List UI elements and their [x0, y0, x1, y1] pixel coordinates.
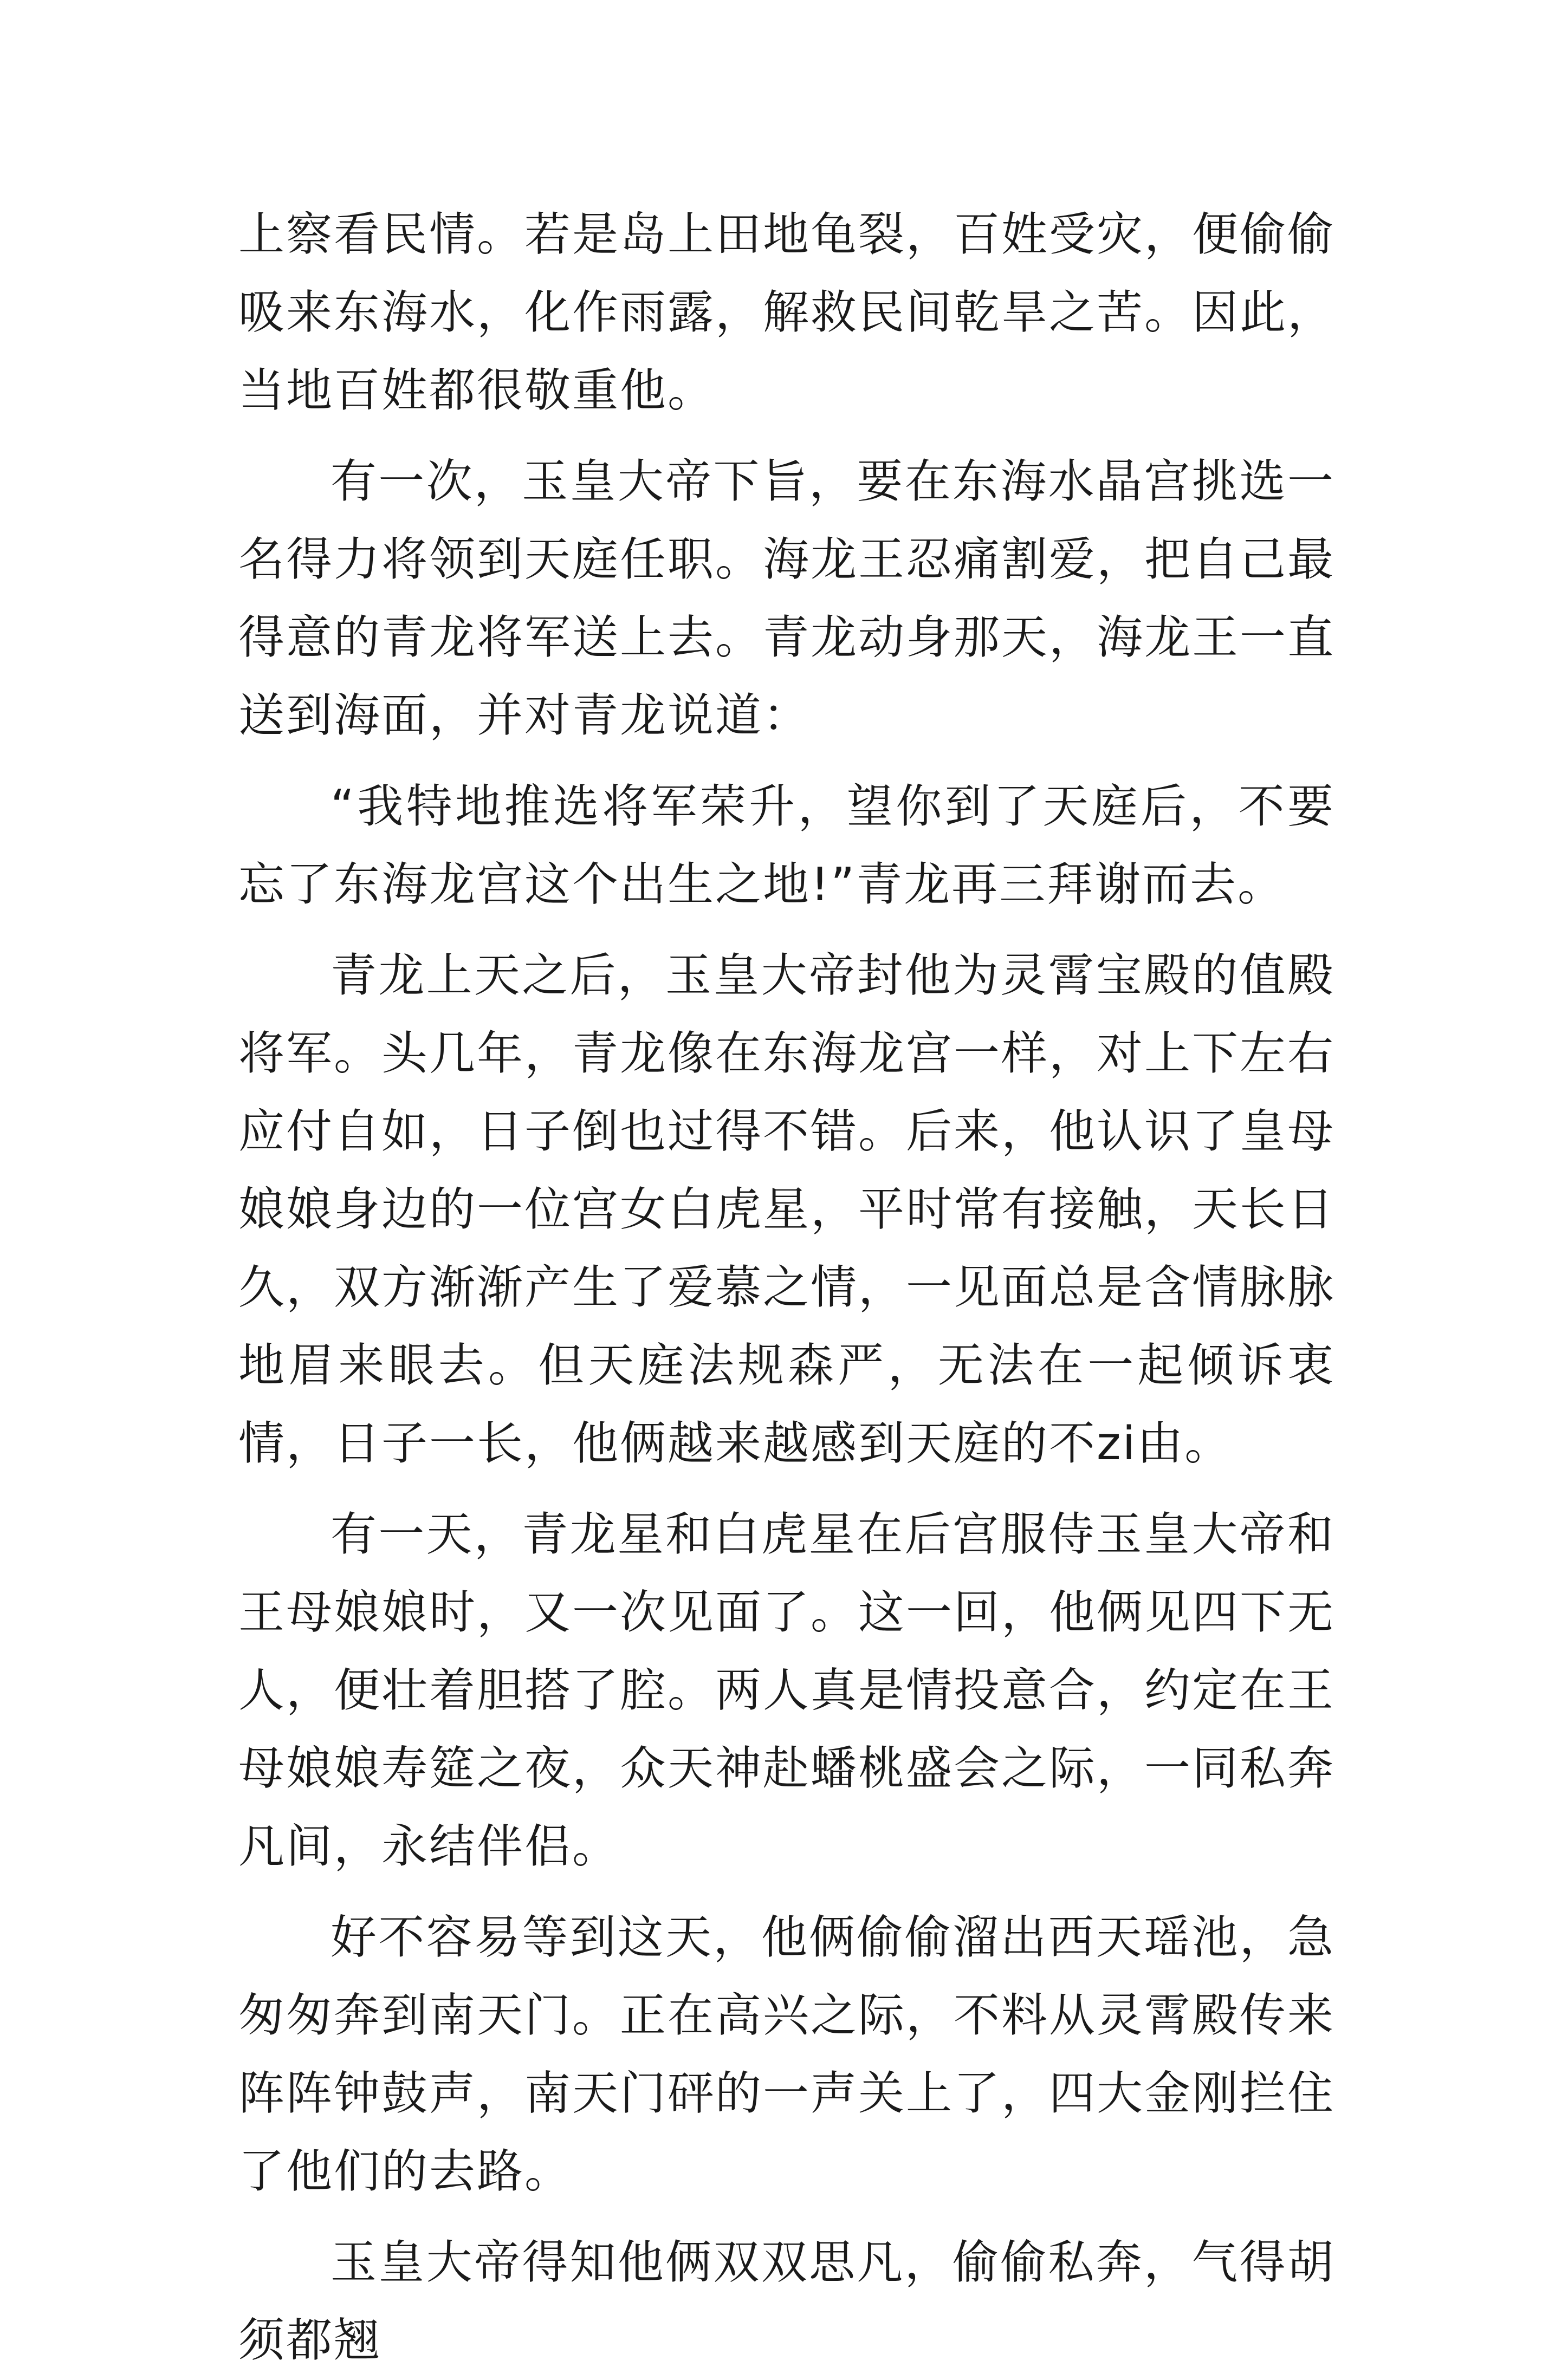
paragraph-4: 青龙上天之后，玉皇大帝封他为灵霄宝殿的值殿将军。头几年，青龙像在东海龙宫一样，对上下左右应付自如，日子倒也过得不错。后来，他认识了皇母娘娘身边的一位宫女白虎星，平时常有接触，天长日久，双方渐渐产生了爱慕之情，一见面总是含情脉脉地眉来眼去。但天庭法规森严，无法在一起倾诉衷情，日子一长，他俩越来越感到天庭的不zi由。: [238, 949, 1336, 1471]
paragraph-1: 上察看民情。若是岛上田地龟裂，百姓受灾，便偷偷吸来东海水，化作雨露，解救民间乾旱之苦。因此，当地百姓都很敬重他。: [238, 208, 1336, 418]
paragraph-5: 有一天，青龙星和白虎星在后宫服侍玉皇大帝和王母娘娘时，又一次见面了。这一回，他俩见四下无人，便壮着胆搭了腔。两人真是情投意合，约定在王母娘娘寿筵之夜，众天神赴蟠桃盛会之际，一同私奔凡间，永结伴侣。: [238, 1508, 1336, 1874]
paragraph-3: “我特地推选将军荣升，望你到了天庭后，不要忘了东海龙宫这个出生之地!”青龙再三拜谢而去。: [238, 780, 1335, 912]
paragraph-2: 有一次，玉皇大帝下旨，要在东海水晶宫挑选一名得力将领到天庭任职。海龙王忍痛割爱，把自己最得意的青龙将军送上去。青龙动身那天，海龙王一直送到海面，并对青龙说道：: [238, 455, 1336, 743]
paragraph-7: 玉皇大帝得知他俩双双思凡，偷偷私奔，气得胡须都翘: [238, 2236, 1335, 2368]
body-text: [238, 196, 1335, 2380]
paragraph-6: 好不容易等到这天，他俩偷偷溜出西天瑶池，急匆匆奔到南天门。正在高兴之际，不料从灵霄殿传来阵阵钟鼓声，南天门砰的一声关上了，四大金刚拦住了他们的去路。: [238, 1911, 1336, 2199]
